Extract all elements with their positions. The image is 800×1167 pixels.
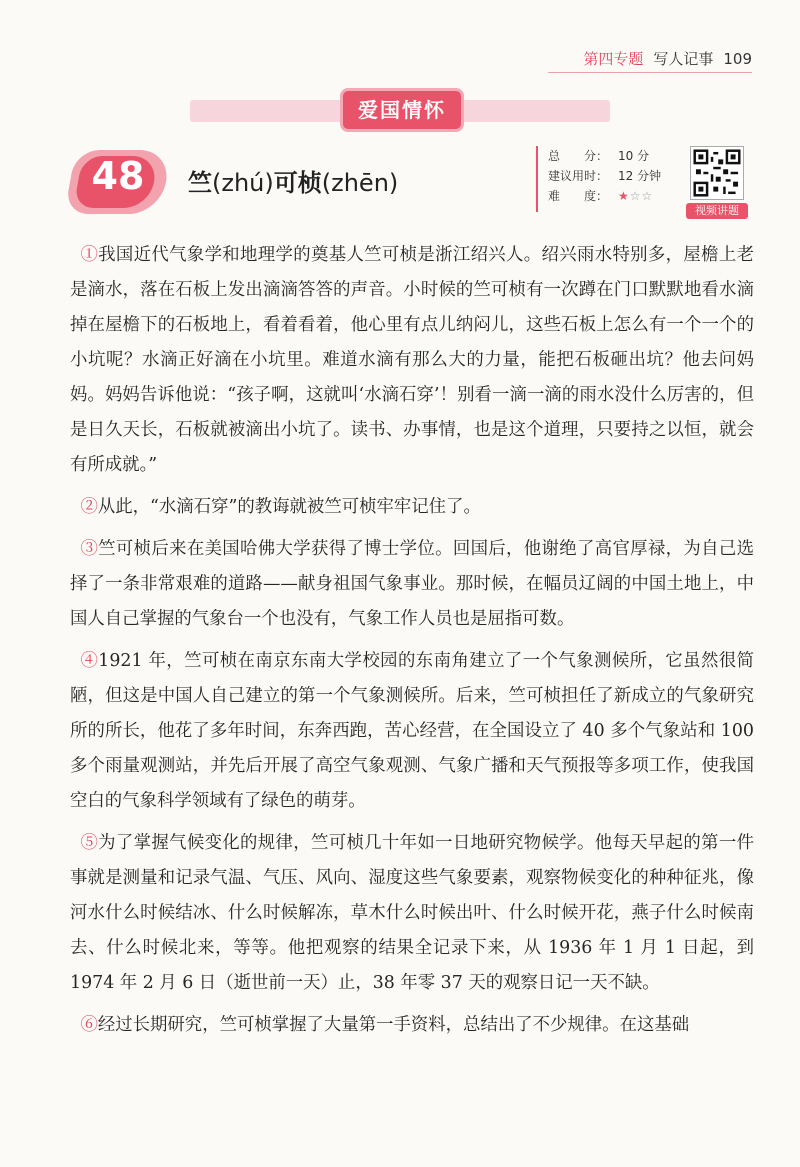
lesson-title xyxy=(188,163,398,198)
title-pinyin-1: (zhú) xyxy=(212,169,274,197)
paragraph-4 xyxy=(70,644,754,819)
paragraph-marker: ③ xyxy=(80,539,99,559)
star-empty-icon: ☆ xyxy=(641,189,654,203)
paragraph-text: 竺可桢后来在美国哈佛大学获得了博士学位。回国后，他谢绝了高官厚禄，为自己选择了一条非常艰难的道路——献身祖国气象事业。那时候，在幅员辽阔的中国土地上，中国人自己掌握的气象台一个也没有，气象工作人员也是屈指可数。 xyxy=(70,539,754,629)
paragraph-text: 我国近代气象学和地理学的奠基人竺可桢是浙江绍兴人。绍兴雨水特别多，屋檐上老是滴水，落在石板上发出滴滴答答的声音。小时候的竺可桢有一次蹲在门口默默地看水滴掉在屋檐下的石板地上，看着看着，他心里有点儿纳闷儿，这些石板上怎么有一个一个的小坑呢？水滴正好滴在小坑里。难道水滴有那么大的力量，能把石板砸出坑？他去问妈妈。妈妈告诉他说：“孩子啊，这就叫‘水滴石穿’！别看一滴一滴的雨水没什么厉害的，但是日久天长，石板就被滴出小坑了。读书、办事情，也是这个道理，只要持之以恒，就会有所成就。” xyxy=(70,245,754,475)
paragraph-marker: ④ xyxy=(80,651,99,671)
paragraph-text: 经过长期研究，竺可桢掌握了大量第一手资料，总结出了不少规律。在这基础 xyxy=(97,1015,690,1035)
running-header xyxy=(583,48,752,69)
lesson-number: 48 xyxy=(91,154,145,198)
score-row: 总 分： 10 分 xyxy=(548,149,650,163)
star-filled-icon: ★ xyxy=(618,189,630,203)
paragraph-text: 从此，“水滴石穿”的教诲就被竺可桢牢牢记住了。 xyxy=(97,497,481,517)
paragraph-marker: ⑥ xyxy=(80,1015,98,1035)
title-char-1: 竺 xyxy=(188,169,212,197)
paragraph-5 xyxy=(70,826,754,1001)
video-lesson-label[interactable]: 视频讲题 xyxy=(686,203,748,219)
topic-label: 写人记事 xyxy=(653,50,714,68)
paragraph-6 xyxy=(70,1008,754,1043)
paragraph-1 xyxy=(70,238,754,483)
paragraph-marker: ② xyxy=(80,497,98,517)
paragraph-marker: ⑤ xyxy=(80,833,99,853)
page-number: 109 xyxy=(723,50,752,68)
paragraph-2 xyxy=(70,490,754,525)
section-label: 第四专题 xyxy=(583,50,644,68)
difficulty-row: 难 度： ★☆☆ xyxy=(548,186,682,206)
header-divider xyxy=(548,72,752,73)
paragraph-text: 1921 年，竺可桢在南京东南大学校园的东南角建立了一个气象测候所，它虽然很简陋，但这是中国人自己建立的第一个气象测候所。后来，竺可桢担任了新成立的气象研究所的所长，他花了多年时间，东奔西跑，苦心经营，在全国设立了 40 多个气象站和 100 多个雨量观测站，并先后开展了高空气象观测、气象广播和天气预报等多项工作，使我国空白的气象科学领域有了绿色的萌芽。 xyxy=(70,651,754,811)
paragraph-3 xyxy=(70,532,754,637)
qr-code-icon[interactable] xyxy=(690,146,744,200)
star-empty-icon: ☆ xyxy=(629,189,642,203)
title-char-2: 可桢 xyxy=(273,169,322,197)
time-row: 建议用时： 12 分钟 xyxy=(548,169,662,183)
exercise-info xyxy=(536,146,682,212)
theme-banner xyxy=(0,88,800,136)
article-body xyxy=(70,238,754,1050)
banner-label: 爱国情怀 xyxy=(340,88,464,132)
difficulty-stars xyxy=(618,186,653,206)
paragraph-text: 为了掌握气候变化的规律，竺可桢几十年如一日地研究物候学。他每天早起的第一件事就是测量和记录气温、气压、风向、湿度这些气象要素，观察物候变化的种种征兆，像河水什么时候结冰、什么时候解冻，草木什么时候出叶、什么时候开花，燕子什么时候南去、什么时候北来，等等。他把观察的结果全记录下来，从 1936 年 1 月 1 日起，到 1974 年 2 月 6 日（逝世前一天）止，38 年零 37 天的观察日记一天不缺。 xyxy=(70,833,754,993)
paragraph-marker: ① xyxy=(80,245,99,265)
lesson-number-badge xyxy=(70,150,166,214)
title-pinyin-2: (zhēn) xyxy=(321,169,399,197)
